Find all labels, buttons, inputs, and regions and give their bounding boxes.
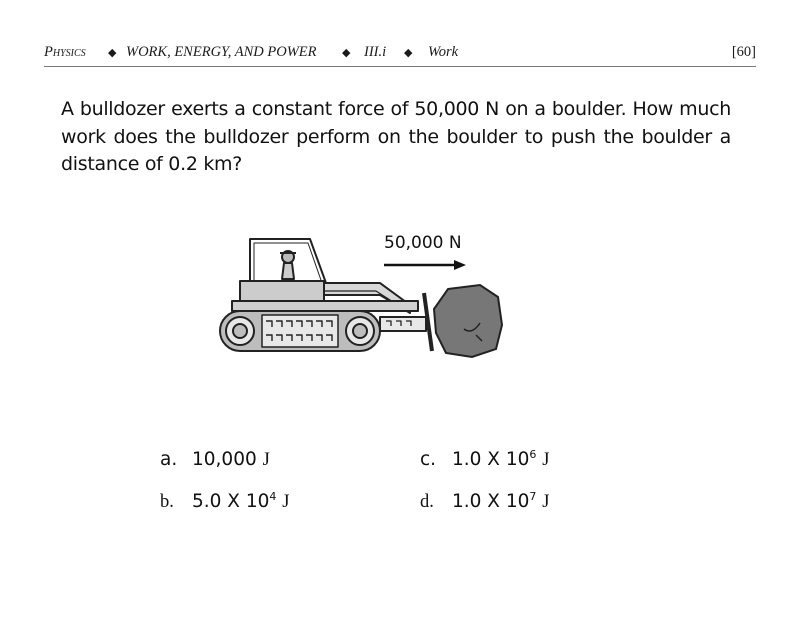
- answer-letter: d.: [420, 492, 434, 512]
- answer-choices: [160, 448, 620, 528]
- header-bullet: ◆: [108, 47, 117, 59]
- answer-exponent: 7: [529, 490, 537, 503]
- answer-base: 10,000: [192, 449, 257, 470]
- bulldozer-icon: [220, 239, 432, 351]
- bulldozer-figure: [210, 225, 520, 365]
- answer-unit: J: [542, 450, 550, 470]
- header-subtopic: Work: [428, 44, 459, 60]
- answer-unit: J: [282, 492, 290, 512]
- answer-exponent: 4: [269, 490, 277, 503]
- answer-base: 5.0 X 10: [192, 491, 270, 512]
- header-divider: [44, 66, 756, 67]
- header-bullet: ◆: [342, 47, 351, 59]
- answer-base: 1.0 X 10: [452, 449, 530, 470]
- header-section: III.i: [364, 44, 387, 60]
- answer-unit: J: [542, 492, 550, 512]
- answer-letter: a.: [160, 449, 178, 470]
- answer-choice-a[interactable]: [160, 448, 270, 471]
- boulder-icon: [434, 285, 502, 357]
- header-topic: WORK, ENERGY, AND POWER: [126, 44, 317, 60]
- answer-base: 1.0 X 10: [452, 491, 530, 512]
- answer-letter: b.: [160, 492, 174, 512]
- answer-unit: J: [262, 450, 270, 470]
- header-subject: Physics: [44, 44, 86, 60]
- header-bullet: ◆: [404, 47, 413, 59]
- force-arrow-icon: [384, 260, 466, 270]
- page-header: [44, 42, 756, 64]
- force-label: 50,000 N: [384, 233, 462, 253]
- question-text: A bulldozer exerts a constant force of 50,000 N on a boulder. How much work does the bulldozer perform on the boulder to push the boulder a distance of 0.2 km?: [61, 98, 731, 175]
- answer-choice-b[interactable]: [160, 490, 290, 513]
- answer-choice-d[interactable]: [420, 490, 550, 513]
- page-number: [60]: [731, 44, 756, 60]
- answer-exponent: 6: [529, 448, 537, 461]
- answer-choice-c[interactable]: [420, 448, 550, 471]
- bulldozer-illustration: [210, 225, 520, 365]
- answer-letter: c.: [420, 449, 437, 470]
